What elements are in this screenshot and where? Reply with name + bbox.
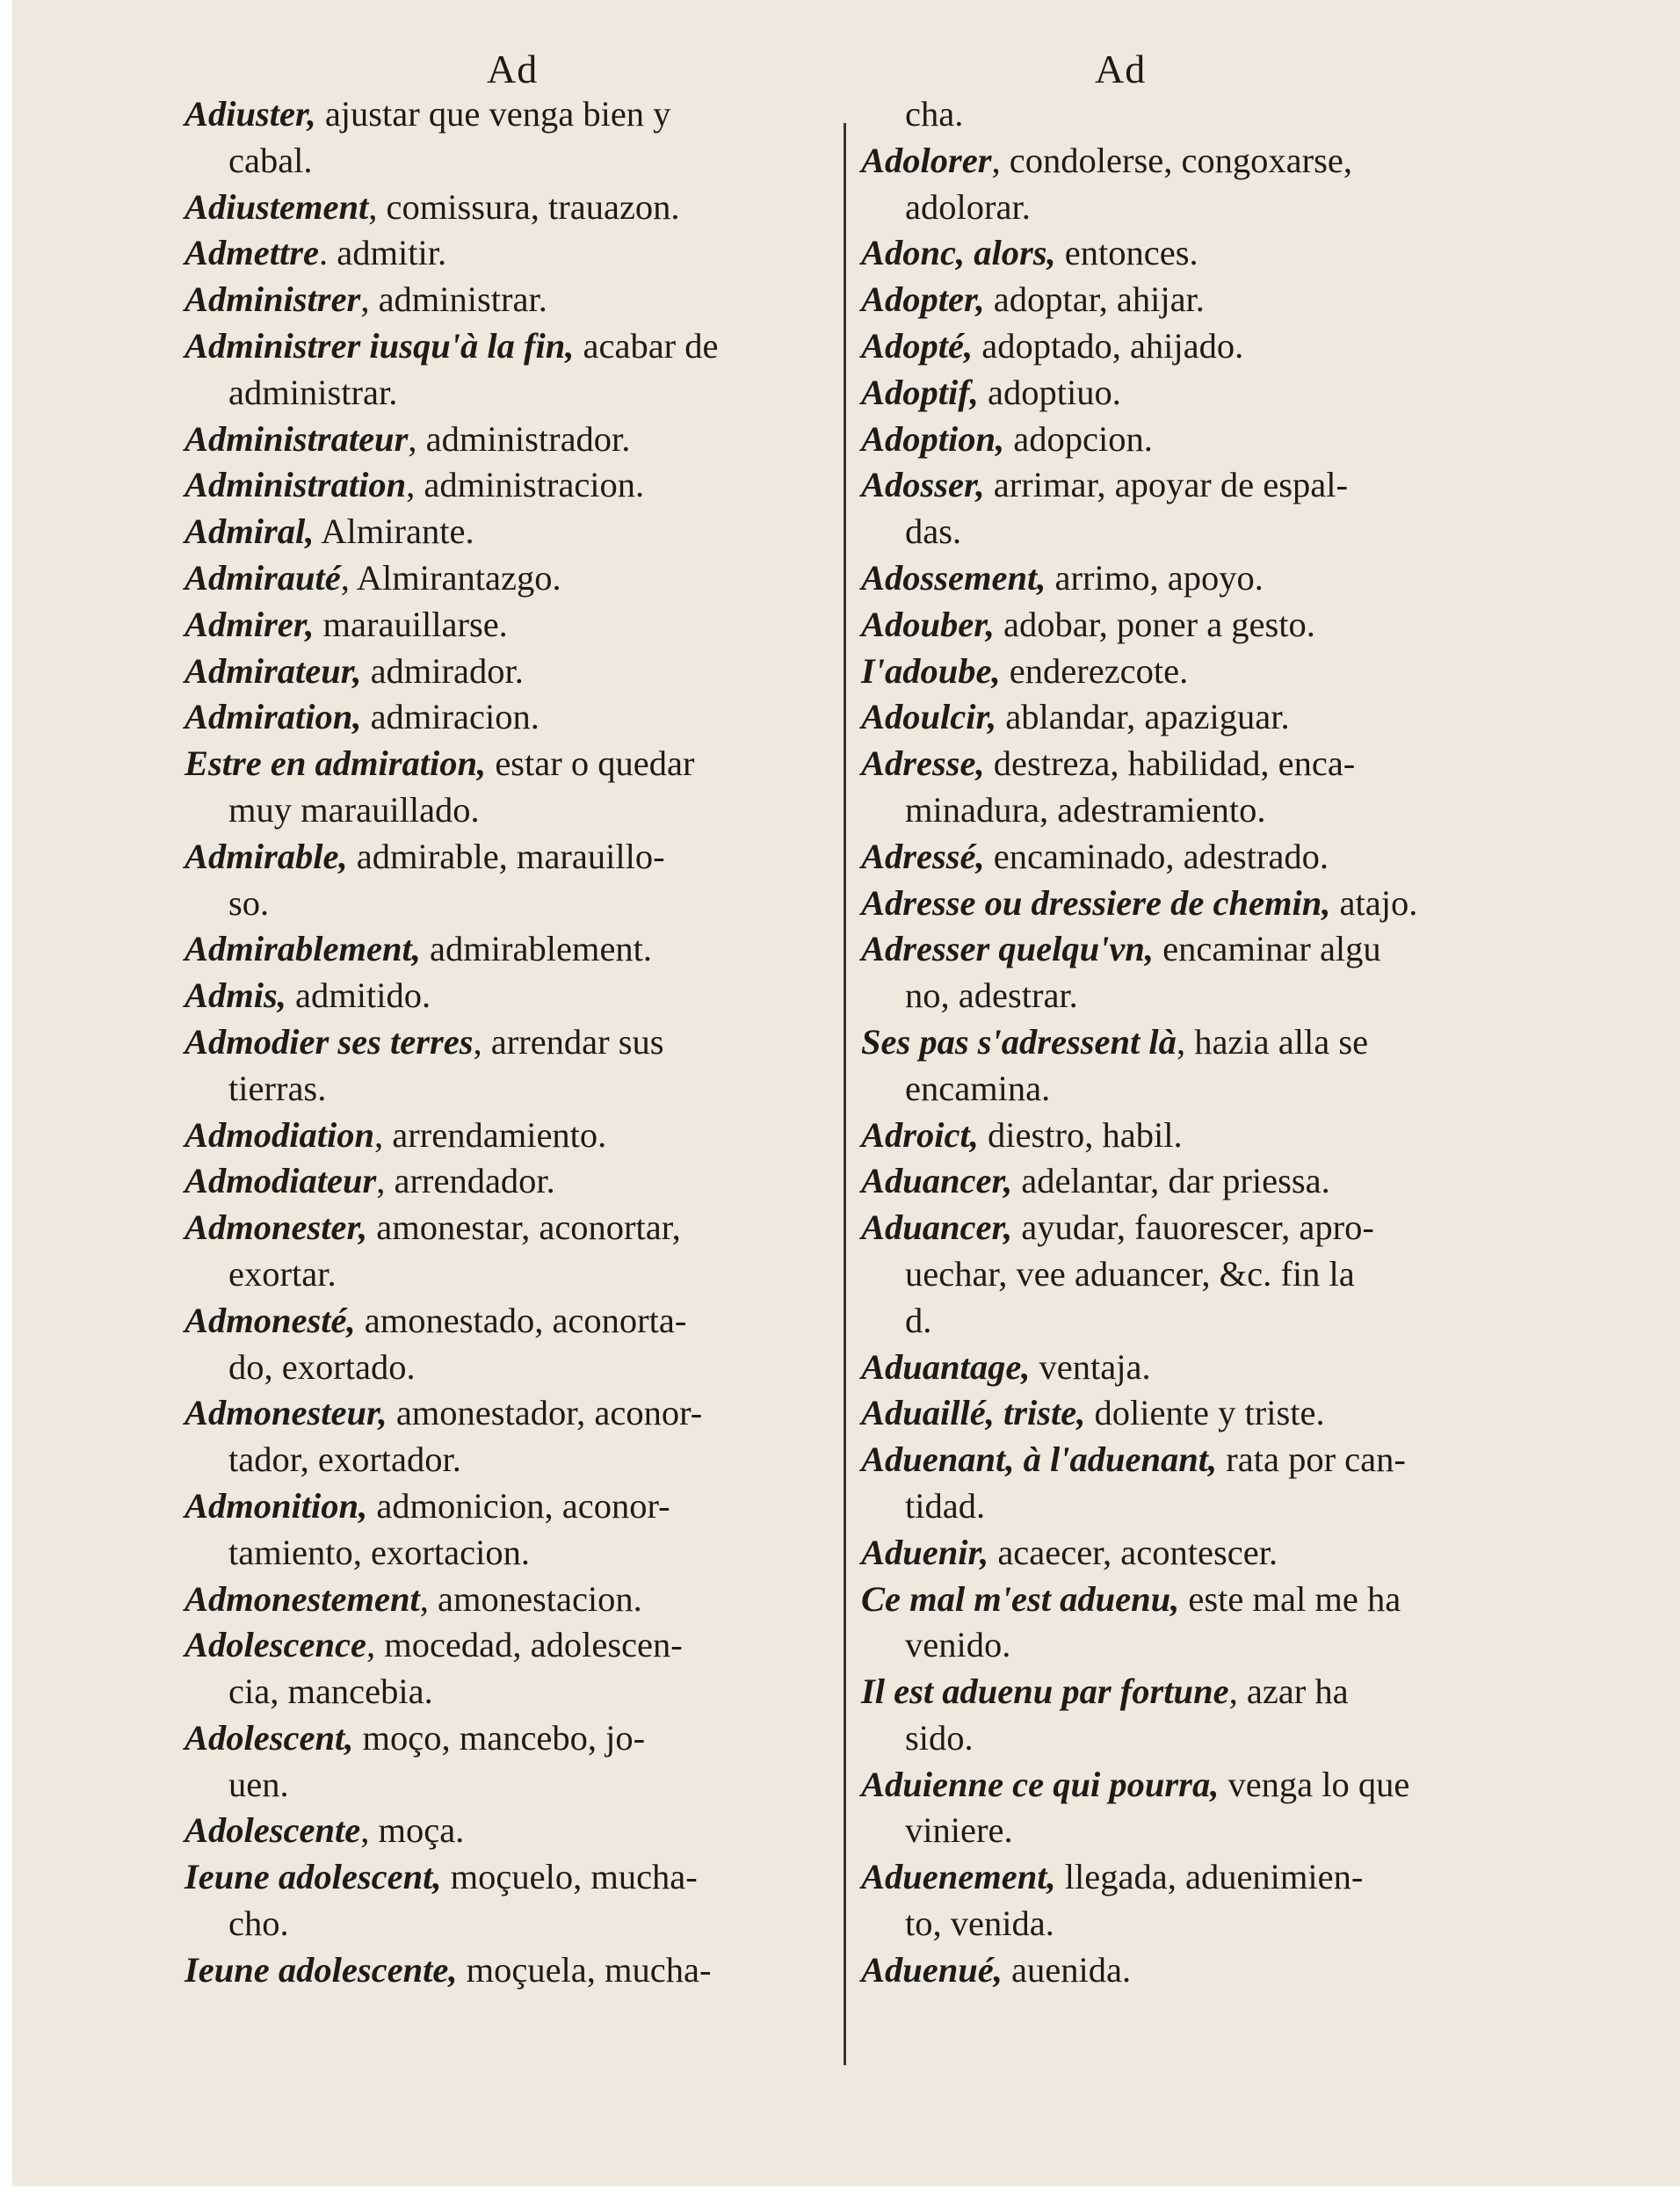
- definition: exortar.: [228, 1253, 337, 1294]
- headword: Adressé,: [861, 836, 985, 876]
- definition: ayudar, fauorescer, apro-: [1012, 1207, 1374, 1248]
- definition: , condolerse, congoxarse,: [991, 140, 1352, 180]
- definition: doliente y triste.: [1085, 1393, 1325, 1433]
- definition: adolorar.: [905, 186, 1031, 227]
- definition: , administrar.: [360, 279, 547, 320]
- headword: Aduenir,: [861, 1532, 989, 1572]
- entry-continuation: [861, 1251, 1481, 1298]
- definition: amonestar, aconortar,: [367, 1207, 681, 1248]
- headword: Aduancer,: [861, 1161, 1013, 1201]
- definition: adoptado, ahijado.: [973, 325, 1244, 366]
- dictionary-entry: [861, 1947, 1481, 1994]
- entry-continuation: [185, 881, 828, 927]
- definition: este mal me ha: [1179, 1578, 1401, 1619]
- definition: no, adestrar.: [905, 975, 1078, 1016]
- left-column: [185, 91, 828, 1994]
- headword: Adolescence: [185, 1625, 366, 1665]
- entry-continuation: [185, 1437, 828, 1483]
- headword: Adopté,: [861, 325, 974, 366]
- headword: Admonester,: [185, 1207, 368, 1248]
- dictionary-entry: [185, 417, 828, 463]
- entry-continuation: [861, 1622, 1481, 1669]
- definition: Almirante.: [314, 511, 474, 552]
- dictionary-entry: [185, 741, 828, 787]
- dictionary-entry: [861, 1437, 1481, 1483]
- definition: moçuelo, mucha-: [441, 1857, 698, 1897]
- headword: Admonesteur,: [185, 1393, 387, 1433]
- entry-continuation: [861, 1808, 1481, 1854]
- dictionary-entry: [861, 370, 1481, 417]
- headword: Admiration,: [185, 697, 362, 737]
- dictionary-entry: [185, 973, 828, 1019]
- definition: encaminar algu: [1154, 929, 1381, 969]
- running-head-right: Ad: [1095, 47, 1147, 91]
- dictionary-entry: [185, 185, 828, 231]
- dictionary-entry: [861, 1205, 1481, 1251]
- headword: Adossement,: [861, 557, 1046, 598]
- entry-continuation: [861, 1901, 1481, 1947]
- dictionary-entry: [861, 926, 1481, 973]
- definition: so.: [228, 882, 270, 923]
- definition: , hazia alla se: [1176, 1021, 1369, 1062]
- dictionary-entry: [861, 1158, 1481, 1205]
- headword: Admirateur,: [185, 650, 362, 691]
- dictionary-entry: [861, 602, 1481, 649]
- dictionary-entry: [185, 1577, 828, 1623]
- headword: Estre en admiration,: [185, 743, 487, 784]
- definition: uechar, vee aduancer, &c. fin la: [905, 1253, 1355, 1294]
- headword: Adosser,: [861, 465, 985, 505]
- headword: Adresse ou dressiere de chemin,: [861, 882, 1331, 923]
- headword: Admirable,: [185, 836, 348, 876]
- definition: muy marauillado.: [228, 789, 480, 830]
- headword: Adoptif,: [861, 372, 979, 412]
- headword: Admiral,: [185, 511, 315, 552]
- headword: Admirauté: [185, 557, 341, 598]
- dictionary-entry: [861, 1669, 1481, 1715]
- entry-continuation: [861, 509, 1481, 555]
- definition: , arrendar sus: [473, 1021, 664, 1062]
- headword: Adopter,: [861, 279, 985, 320]
- definition: destreza, habilidad, enca-: [984, 743, 1356, 784]
- entry-continuation: [185, 1345, 828, 1391]
- right-column: [861, 91, 1481, 1994]
- headword: Adoulcir,: [861, 697, 997, 737]
- dictionary-entry: [861, 1577, 1481, 1623]
- definition: adobar, poner a gesto.: [994, 604, 1315, 644]
- definition: administrar.: [228, 372, 398, 412]
- dictionary-entry: [861, 881, 1481, 927]
- definition: moçuela, mucha-: [457, 1949, 712, 1990]
- definition: , comissura, trauazon.: [368, 186, 680, 227]
- column-divider: [844, 123, 846, 2065]
- dictionary-entry: [861, 1762, 1481, 1809]
- entry-continuation: [861, 1298, 1481, 1345]
- definition: minadura, adestramiento.: [905, 789, 1266, 830]
- dictionary-entry: [185, 1622, 828, 1669]
- dictionary-entry: [861, 649, 1481, 695]
- entry-continuation: [185, 1530, 828, 1577]
- definition: admirablement.: [420, 929, 653, 969]
- definition: venga lo que: [1219, 1764, 1410, 1804]
- definition: enderezcote.: [1000, 650, 1189, 691]
- headword: Aduienne ce qui pourra,: [861, 1764, 1220, 1804]
- definition: admiracion.: [361, 697, 539, 737]
- definition: do, exortado.: [228, 1346, 416, 1387]
- headword: Admonition,: [185, 1485, 368, 1526]
- dictionary-entry: [185, 1483, 828, 1530]
- definition: amonestador, aconor-: [387, 1393, 703, 1433]
- dictionary-entry: [185, 323, 828, 370]
- entry-continuation: [861, 185, 1481, 231]
- definition: , azar ha: [1228, 1671, 1349, 1712]
- definition: adoptar, ahijar.: [984, 279, 1205, 320]
- definition: , administrador.: [408, 418, 631, 459]
- headword: Aduancer,: [861, 1207, 1013, 1248]
- headword: Adresse,: [861, 743, 985, 784]
- headword: Adiustement: [185, 186, 369, 227]
- headword: Adolorer: [861, 140, 992, 180]
- entry-continuation: [861, 1715, 1481, 1762]
- headword: Adouber,: [861, 604, 995, 644]
- entry-continuation: [861, 91, 1481, 138]
- dictionary-entry: [861, 1530, 1481, 1577]
- definition: entonces.: [1055, 233, 1198, 273]
- definition: acabar de: [574, 325, 719, 366]
- dictionary-entry: [185, 1854, 828, 1901]
- dictionary-entry: [185, 509, 828, 555]
- definition: encaminado, adestrado.: [984, 836, 1329, 876]
- headword: Ieune adolescente,: [185, 1949, 458, 1990]
- headword: I'adoube,: [861, 650, 1001, 691]
- entry-continuation: [185, 1251, 828, 1298]
- dictionary-entry: [185, 926, 828, 973]
- dictionary-entry: [185, 555, 828, 602]
- headword: Admirer,: [185, 604, 315, 644]
- entry-continuation: [185, 138, 828, 185]
- headword: Ieune adolescent,: [185, 1857, 442, 1897]
- dictionary-entry: [861, 1345, 1481, 1391]
- entry-continuation: [861, 1066, 1481, 1113]
- dictionary-entry: [185, 602, 828, 649]
- dictionary-entry: [861, 138, 1481, 185]
- headword: Admis,: [185, 975, 286, 1016]
- dictionary-entry: [861, 230, 1481, 277]
- definition: . admitir.: [318, 233, 447, 273]
- headword: Ses pas s'adressent là: [861, 1021, 1177, 1062]
- headword: Aduantage,: [861, 1346, 1031, 1387]
- dictionary-entry: [185, 1158, 828, 1205]
- definition: admitido.: [286, 975, 431, 1016]
- headword: Admirablement,: [185, 929, 421, 969]
- headword: Administrer: [185, 279, 361, 320]
- definition: tidad.: [905, 1485, 986, 1526]
- entry-continuation: [185, 1066, 828, 1113]
- definition: , moça.: [360, 1810, 465, 1851]
- entry-continuation: [185, 787, 828, 834]
- dictionary-entry: [185, 91, 828, 138]
- definition: estar o quedar: [486, 743, 695, 784]
- dictionary-entry: [185, 1808, 828, 1854]
- definition: das.: [905, 511, 962, 552]
- headword: Administration: [185, 465, 407, 505]
- headword: Aduenant, à l'aduenant,: [861, 1439, 1218, 1480]
- definition: ablandar, apaziguar.: [996, 697, 1290, 737]
- definition: tamiento, exortacion.: [228, 1532, 531, 1572]
- dictionary-entry: [861, 417, 1481, 463]
- definition: d.: [905, 1300, 932, 1340]
- definition: admirable, marauillo-: [347, 836, 665, 876]
- dictionary-entry: [861, 277, 1481, 323]
- dictionary-entry: [185, 834, 828, 881]
- dictionary-entry: [185, 1390, 828, 1437]
- dictionary-entry: [861, 323, 1481, 370]
- headword: Adolescent,: [185, 1717, 354, 1758]
- headword: Aduenué,: [861, 1949, 1003, 1990]
- definition: , amonestacion.: [419, 1578, 642, 1619]
- running-head-left: Ad: [487, 47, 539, 91]
- dictionary-entry: [861, 1113, 1481, 1159]
- headword: Admonesté,: [185, 1300, 356, 1340]
- definition: cho.: [228, 1903, 289, 1944]
- dictionary-entry: [185, 1113, 828, 1159]
- headword: Administrateur: [185, 418, 409, 459]
- definition: rata por can-: [1217, 1439, 1406, 1480]
- definition: marauillarse.: [314, 604, 508, 644]
- dictionary-entry: [861, 741, 1481, 787]
- definition: adoptiuo.: [978, 372, 1121, 412]
- entry-continuation: [185, 1762, 828, 1809]
- dictionary-entry: [185, 462, 828, 509]
- definition: moço, mancebo, jo-: [353, 1717, 646, 1758]
- headword: Il est aduenu par fortune: [861, 1671, 1229, 1712]
- definition: adelantar, dar priessa.: [1012, 1161, 1330, 1201]
- definition: sido.: [905, 1717, 974, 1758]
- definition: tador, exortador.: [228, 1439, 461, 1480]
- definition: cha.: [905, 94, 964, 134]
- definition: diestro, habil.: [978, 1114, 1183, 1155]
- definition: admonicion, aconor-: [367, 1485, 670, 1526]
- definition: atajo.: [1330, 882, 1418, 923]
- definition: , mocedad, adolescen-: [366, 1625, 683, 1665]
- headword: Adonc, alors,: [861, 233, 1056, 273]
- headword: Aduenement,: [861, 1857, 1056, 1897]
- dictionary-entry: [861, 834, 1481, 881]
- headword: Administrer iusqu'à la fin,: [185, 325, 575, 366]
- headword: Admodiation: [185, 1114, 375, 1155]
- definition: , arrendador.: [376, 1161, 555, 1201]
- definition: acaecer, acontescer.: [988, 1532, 1278, 1572]
- headword: Adiuster,: [185, 94, 316, 134]
- definition: viniere.: [905, 1810, 1013, 1851]
- definition: ventaja.: [1030, 1346, 1151, 1387]
- dictionary-entry: [861, 1019, 1481, 1066]
- definition: cabal.: [228, 140, 313, 180]
- definition: arrimo, apoyo.: [1046, 557, 1264, 598]
- headword: Admodier ses terres: [185, 1021, 474, 1062]
- definition: to, venida.: [905, 1903, 1054, 1944]
- headword: Adoption,: [861, 418, 1005, 459]
- entry-continuation: [861, 1483, 1481, 1530]
- headword: Admodiateur: [185, 1161, 377, 1201]
- definition: admirador.: [361, 650, 524, 691]
- entry-continuation: [185, 1669, 828, 1715]
- definition: ajustar que venga bien y: [315, 94, 671, 134]
- definition: arrimar, apoyar de espal-: [984, 465, 1348, 505]
- headword: Adresser quelqu'vn,: [861, 929, 1155, 969]
- entry-continuation: [185, 370, 828, 417]
- definition: cia, mancebia.: [228, 1671, 433, 1712]
- dictionary-entry: [185, 1205, 828, 1251]
- entry-continuation: [861, 973, 1481, 1019]
- dictionary-entry: [185, 1947, 828, 1994]
- definition: venido.: [905, 1625, 1011, 1665]
- definition: , administracion.: [406, 465, 645, 505]
- definition: adopcion.: [1004, 418, 1153, 459]
- headword: Ce mal m'est aduenu,: [861, 1578, 1180, 1619]
- dictionary-entry: [861, 555, 1481, 602]
- definition: auenida.: [1002, 1949, 1132, 1990]
- definition: encamina.: [905, 1068, 1051, 1108]
- definition: amonestado, aconorta-: [355, 1300, 687, 1340]
- headword: Aduaillé, triste,: [861, 1393, 1086, 1433]
- headword: Admonestement: [185, 1578, 420, 1619]
- dictionary-entry: [185, 1019, 828, 1066]
- headword: Adroict,: [861, 1114, 979, 1155]
- dictionary-entry: [185, 1298, 828, 1345]
- headword: Adolescente: [185, 1810, 361, 1851]
- definition: , arrendamiento.: [374, 1114, 607, 1155]
- dictionary-entry: [185, 1715, 828, 1762]
- definition: uen.: [228, 1764, 289, 1804]
- dictionary-entry: [185, 230, 828, 277]
- definition: tierras.: [228, 1068, 327, 1108]
- dictionary-entry: [861, 694, 1481, 741]
- dictionary-entry: [185, 649, 828, 695]
- definition: llegada, aduenimien-: [1055, 1857, 1364, 1897]
- dictionary-entry: [861, 462, 1481, 509]
- entry-continuation: [185, 1901, 828, 1947]
- dictionary-entry: [185, 277, 828, 323]
- dictionary-entry: [861, 1390, 1481, 1437]
- dictionary-entry: [861, 1854, 1481, 1901]
- entry-continuation: [861, 787, 1481, 834]
- dictionary-page: [12, 0, 1680, 2186]
- definition: , Almirantazgo.: [340, 557, 561, 598]
- headword: Admettre: [185, 233, 319, 273]
- dictionary-entry: [185, 694, 828, 741]
